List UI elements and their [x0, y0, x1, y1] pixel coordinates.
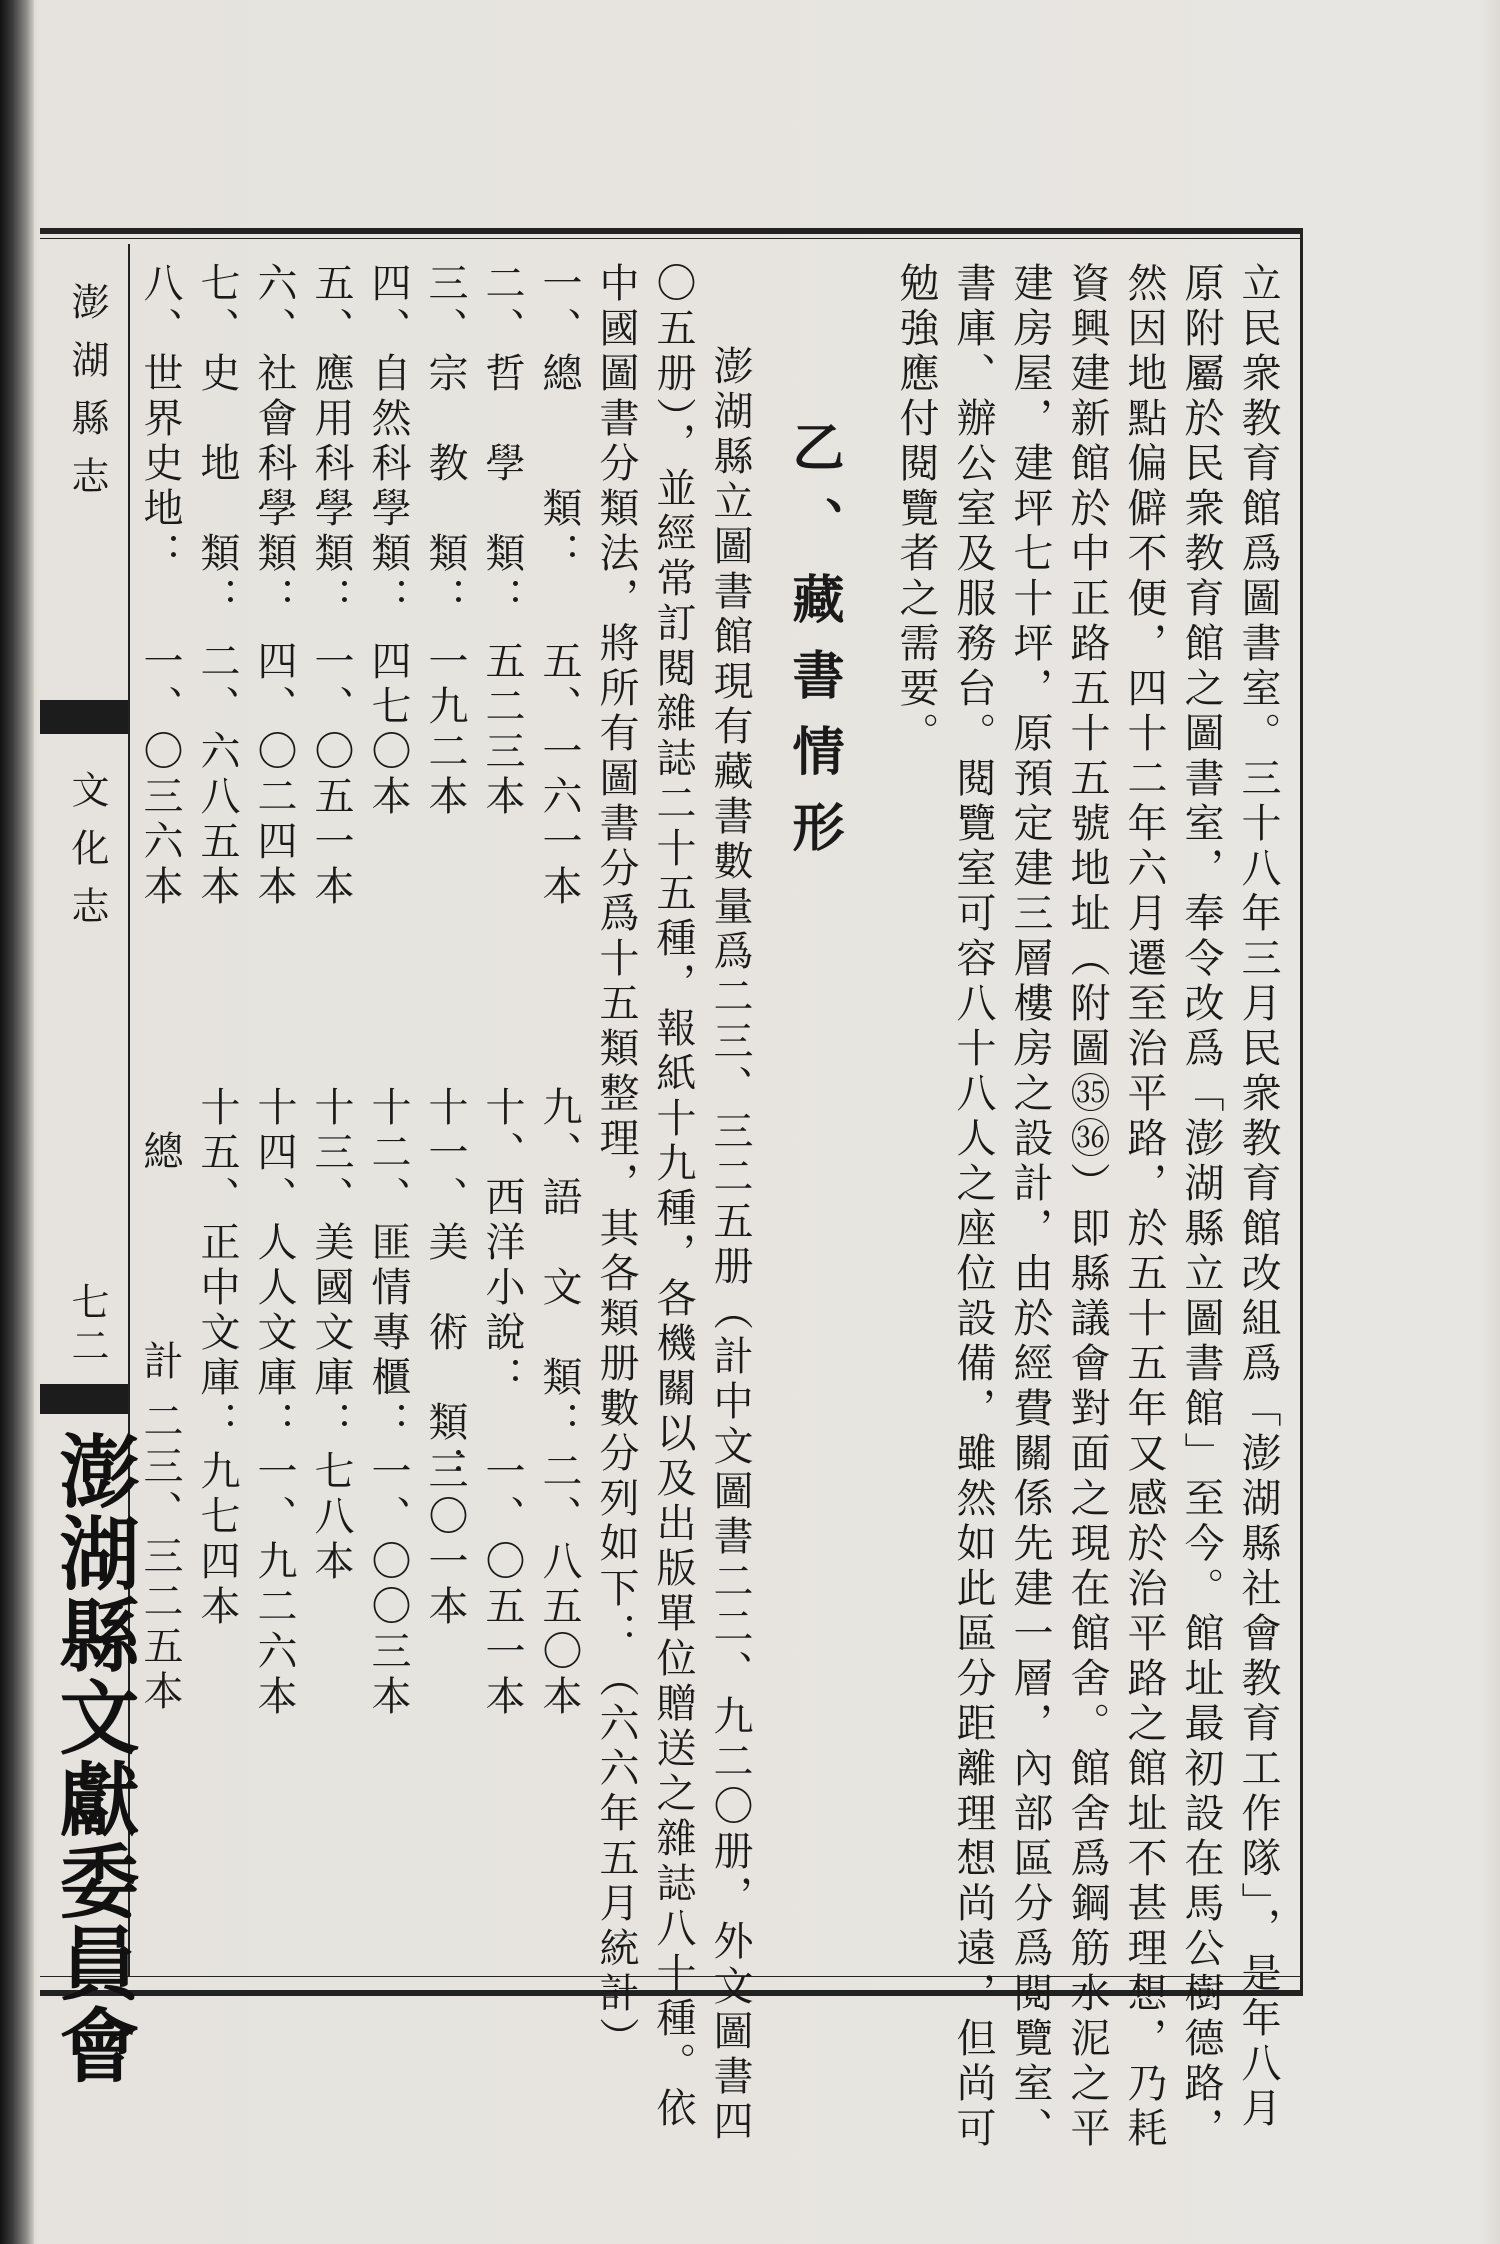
category-15-count: 九七四本: [194, 1450, 240, 1630]
book-gutter: [0, 0, 34, 2244]
category-5-name: 五、應用科學類：: [308, 262, 354, 622]
category-7-name: 七、史 地 類：: [194, 262, 240, 622]
category-5-count: 一、〇五一本: [308, 640, 354, 910]
category-11-count: 三〇一本: [422, 1450, 468, 1630]
text-column-2: 原附屬於民衆教育館之圖書室，奉令改爲「澎湖縣立圖書館」至今。館址最初設在馬公樹德路，: [1178, 262, 1224, 2152]
text-column-8: 澎湖縣立圖書館現有藏書數量爲二三、三二五册（計中文圖書二二、九二〇册，外文圖書四: [707, 345, 753, 2145]
frame-inner-top-rule: [40, 238, 1302, 239]
text-column-9: 〇五册），並經常訂閱雜誌二十五種，報紙十九種，各機關以及出版單位贈送之雜誌八十種。依: [650, 262, 696, 2132]
category-14-name: 十四、人人文庫：: [251, 1086, 297, 1446]
section-heading: 乙、藏書情形: [783, 420, 844, 876]
category-14-count: 一、九二六本: [251, 1450, 297, 1720]
text-column-1: 立民衆教育館爲圖書室。三十八年三月民衆教育館改組爲「澎湖縣社會教育工作隊」，是年八月: [1235, 262, 1281, 2132]
text-column-5: 建房屋，建坪七十坪，原預定建三層樓房之設計，由於經費關係先建一層，內部區分爲閱覽室、: [1007, 262, 1053, 2152]
category-3-name: 三、宗 教 類：: [422, 262, 468, 622]
category-11-name: 十一、美 術 類：: [422, 1086, 468, 1491]
category-4-name: 四、自然科學類：: [365, 262, 411, 622]
category-9-name: 九、語 文 類：: [536, 1086, 582, 1446]
book-title: 澎湖縣志: [65, 282, 109, 514]
category-6-name: 六、社會科學類：: [251, 262, 297, 622]
category-12-count: 一、〇〇三本: [365, 1450, 411, 1720]
category-4-count: 四七〇本: [365, 640, 411, 820]
text-column-6: 書庫、辦公室及服務台。閱覽室可容八十八人之座位設備，雖然如此區分距離理想尚遠，但尚可: [950, 262, 996, 2152]
page-number: 七二: [65, 1282, 109, 1370]
category-2-name: 二、哲 學 類：: [479, 262, 525, 622]
category-7-count: 二、六八五本: [194, 640, 240, 910]
category-10-name: 十、西洋小說：: [479, 1086, 525, 1401]
section-tab-marker: [40, 700, 128, 734]
category-2-count: 五二三本: [479, 640, 525, 820]
category-8-name: 八、世界史地：: [137, 262, 183, 577]
category-1-name: 一、總 類：: [536, 262, 582, 577]
category-9-count: 二、八五〇本: [536, 1450, 582, 1720]
total-count: 二三、三二五本: [137, 1400, 183, 1715]
text-column-4: 資興建新館於中正路五十五號地址（附圖㉟㊱）即縣議會對面之現在館舍。館舍爲鋼筋水泥之平: [1064, 262, 1110, 2152]
total-label: 總 計: [137, 1130, 183, 1410]
category-12-name: 十二、匪情專櫃：: [365, 1086, 411, 1446]
category-3-count: 一九二本: [422, 640, 468, 820]
category-1-count: 五、一六一本: [536, 640, 582, 910]
category-15-name: 十五、正中文庫：: [194, 1086, 240, 1446]
text-column-3: 然因地點偏僻不便，四十二年六月遷至治平路，於五十五年又感於治平路之館址不甚理想，乃耗: [1121, 262, 1167, 2152]
category-13-count: 七八本: [308, 1450, 354, 1585]
publisher-tab-marker: [40, 1384, 128, 1414]
section-title: 文化志: [65, 770, 109, 944]
text-column-10: 中國圖書分類法，將所有圖書分爲十五類整理，其各類册數分列如下：（六六年五月統計）: [593, 262, 639, 2062]
category-10-count: 一、〇五一本: [479, 1450, 525, 1720]
category-8-count: 一、〇三六本: [137, 640, 183, 910]
category-6-count: 四、〇二四本: [251, 640, 297, 910]
text-column-7: 勉強應付閱覽者之需要。: [893, 262, 939, 757]
publisher-name: 澎湖縣文獻委員會: [46, 1430, 140, 2086]
category-13-name: 十三、美國文庫：: [308, 1086, 354, 1446]
